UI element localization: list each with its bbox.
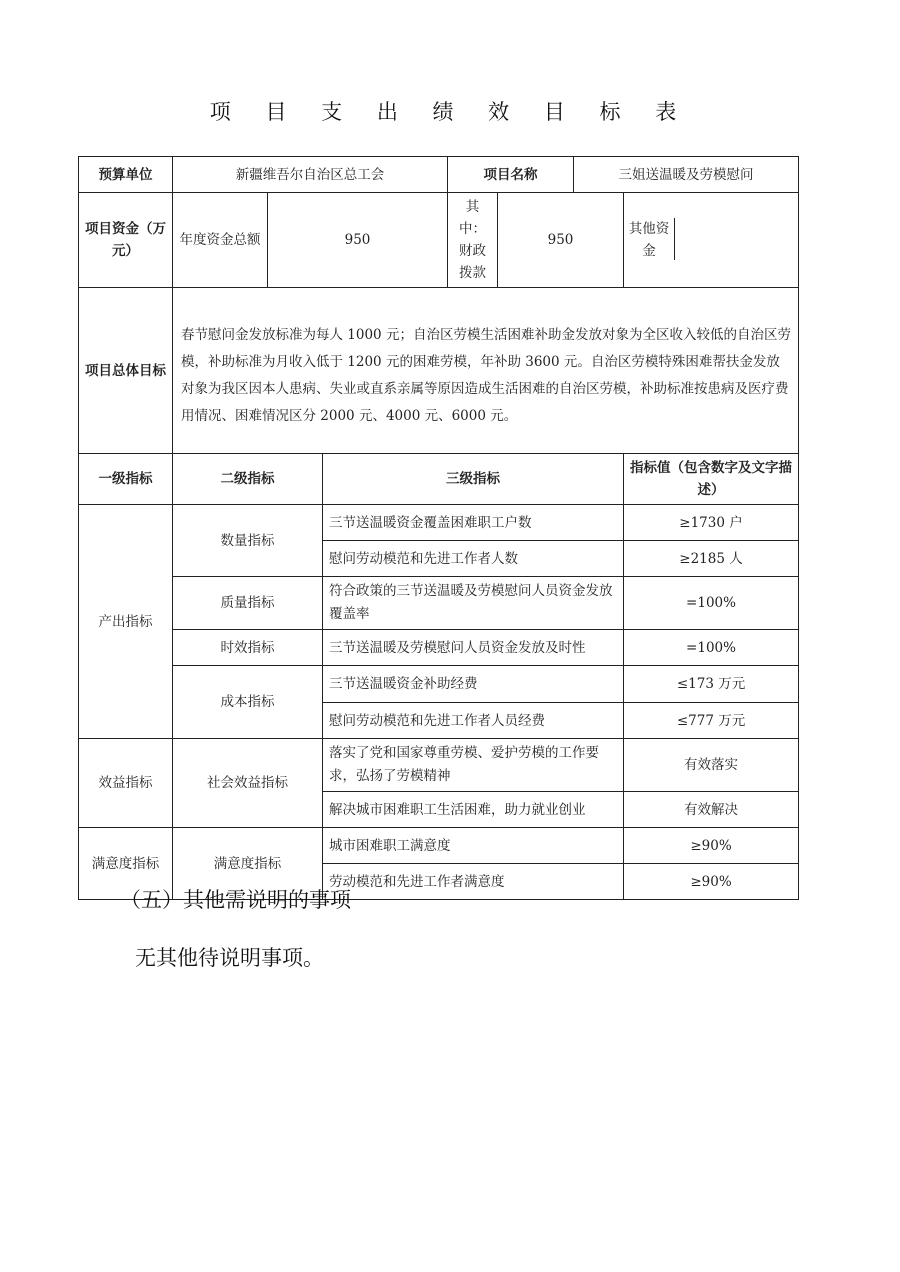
- indicator-name: 解决城市困难职工生活困难，助力就业创业: [323, 792, 624, 828]
- indicator-value: 有效落实: [624, 739, 799, 792]
- section-text: 无其他待说明事项。: [135, 946, 324, 970]
- fiscal-value: 950: [498, 193, 624, 288]
- funds-row: [79, 193, 799, 288]
- header-row: [79, 157, 799, 193]
- quantity-indicator-label: 数量指标: [173, 505, 323, 577]
- table-row: [79, 739, 799, 792]
- table-row: [79, 505, 799, 541]
- table-row: [79, 577, 799, 630]
- performance-target-table: [78, 156, 799, 900]
- table-row: [79, 828, 799, 864]
- indicator-value: ≤173 万元: [624, 666, 799, 703]
- budget-unit-label: 预算单位: [79, 157, 173, 193]
- indicator-name: 三节送温暖资金补助经费: [323, 666, 624, 703]
- indicator-name: 落实了党和国家尊重劳模、爱护劳模的工作要求，弘扬了劳模精神: [323, 739, 624, 792]
- project-name-value: 三姐送温暖及劳模慰问: [574, 157, 799, 193]
- cost-indicator-label: 成本指标: [173, 666, 323, 739]
- goal-label: 项目总体目标: [79, 288, 173, 454]
- benefit-indicator-label: 效益指标: [79, 739, 173, 828]
- goal-row: [79, 288, 799, 454]
- budget-unit-value: 新疆维吾尔自治区总工会: [173, 157, 448, 193]
- indicator-name: 慰问劳动模范和先进工作者人员经费: [323, 703, 624, 739]
- indicator-value: ≤777 万元: [624, 703, 799, 739]
- page-title: 项 目 支 出 绩 效 目 标 表: [209, 100, 691, 124]
- level2-header: 二级指标: [173, 454, 323, 505]
- indicator-value: ≥2185 人: [624, 541, 799, 577]
- timeliness-indicator-label: 时效指标: [173, 630, 323, 666]
- satisfaction-indicator-label: 满意度指标: [79, 828, 173, 900]
- section-heading: （五）其他需说明的事项: [120, 888, 351, 912]
- other-funds-value: [674, 218, 798, 260]
- indicator-name: 慰问劳动模范和先进工作者人数: [323, 541, 624, 577]
- social-benefit-indicator-label: 社会效益指标: [173, 739, 323, 828]
- level3-header: 三级指标: [323, 454, 624, 505]
- indicator-value: =100%: [624, 630, 799, 666]
- satisfaction-sub-indicator-label: 满意度指标: [173, 828, 323, 900]
- project-name-label: 项目名称: [448, 157, 574, 193]
- table-row: [79, 630, 799, 666]
- fiscal-label: 其中：财政拨款: [448, 193, 498, 288]
- table-row: [79, 666, 799, 703]
- quality-indicator-label: 质量指标: [173, 577, 323, 630]
- indicator-value: =100%: [624, 577, 799, 630]
- indicator-name: 符合政策的三节送温暖及劳模慰问人员资金发放覆盖率: [323, 577, 624, 630]
- other-funds-cell: [624, 193, 799, 288]
- output-indicator-label: 产出指标: [79, 505, 173, 739]
- indicator-name: 城市困难职工满意度: [323, 828, 624, 864]
- other-funds-label: 其他资金: [628, 221, 670, 259]
- funds-label: 项目资金（万元）: [79, 193, 173, 288]
- indicator-name: 劳动模范和先进工作者满意度: [323, 864, 624, 900]
- indicator-value: ≥90%: [624, 828, 799, 864]
- annual-total-value: 950: [268, 193, 448, 288]
- value-header: 指标值（包含数字及文字描述）: [624, 454, 799, 505]
- indicator-value: ≥90%: [624, 864, 799, 900]
- indicator-value: ≥1730 户: [624, 505, 799, 541]
- annual-total-label: 年度资金总额: [173, 193, 268, 288]
- indicator-header-row: [79, 454, 799, 505]
- indicator-name: 三节送温暖资金覆盖困难职工户数: [323, 505, 624, 541]
- indicator-value: 有效解决: [624, 792, 799, 828]
- indicator-name: 三节送温暖及劳模慰问人员资金发放及时性: [323, 630, 624, 666]
- level1-header: 一级指标: [79, 454, 173, 505]
- goal-text: 春节慰问金发放标准为每人 1000 元；自治区劳模生活困难补助金发放对象为全区收入较低的自治区劳模，补助标准为月收入低于 1200 元的困难劳模，年补助 3600 元。自治区劳模特殊困难帮扶金发放对象为我区因本人患病、失业或直系亲属等原因造成生活困难的自治区劳模，补助标准按患病及医疗费用情况、困难情况区分 2000 元、4000 元、6000 元。: [173, 288, 799, 454]
